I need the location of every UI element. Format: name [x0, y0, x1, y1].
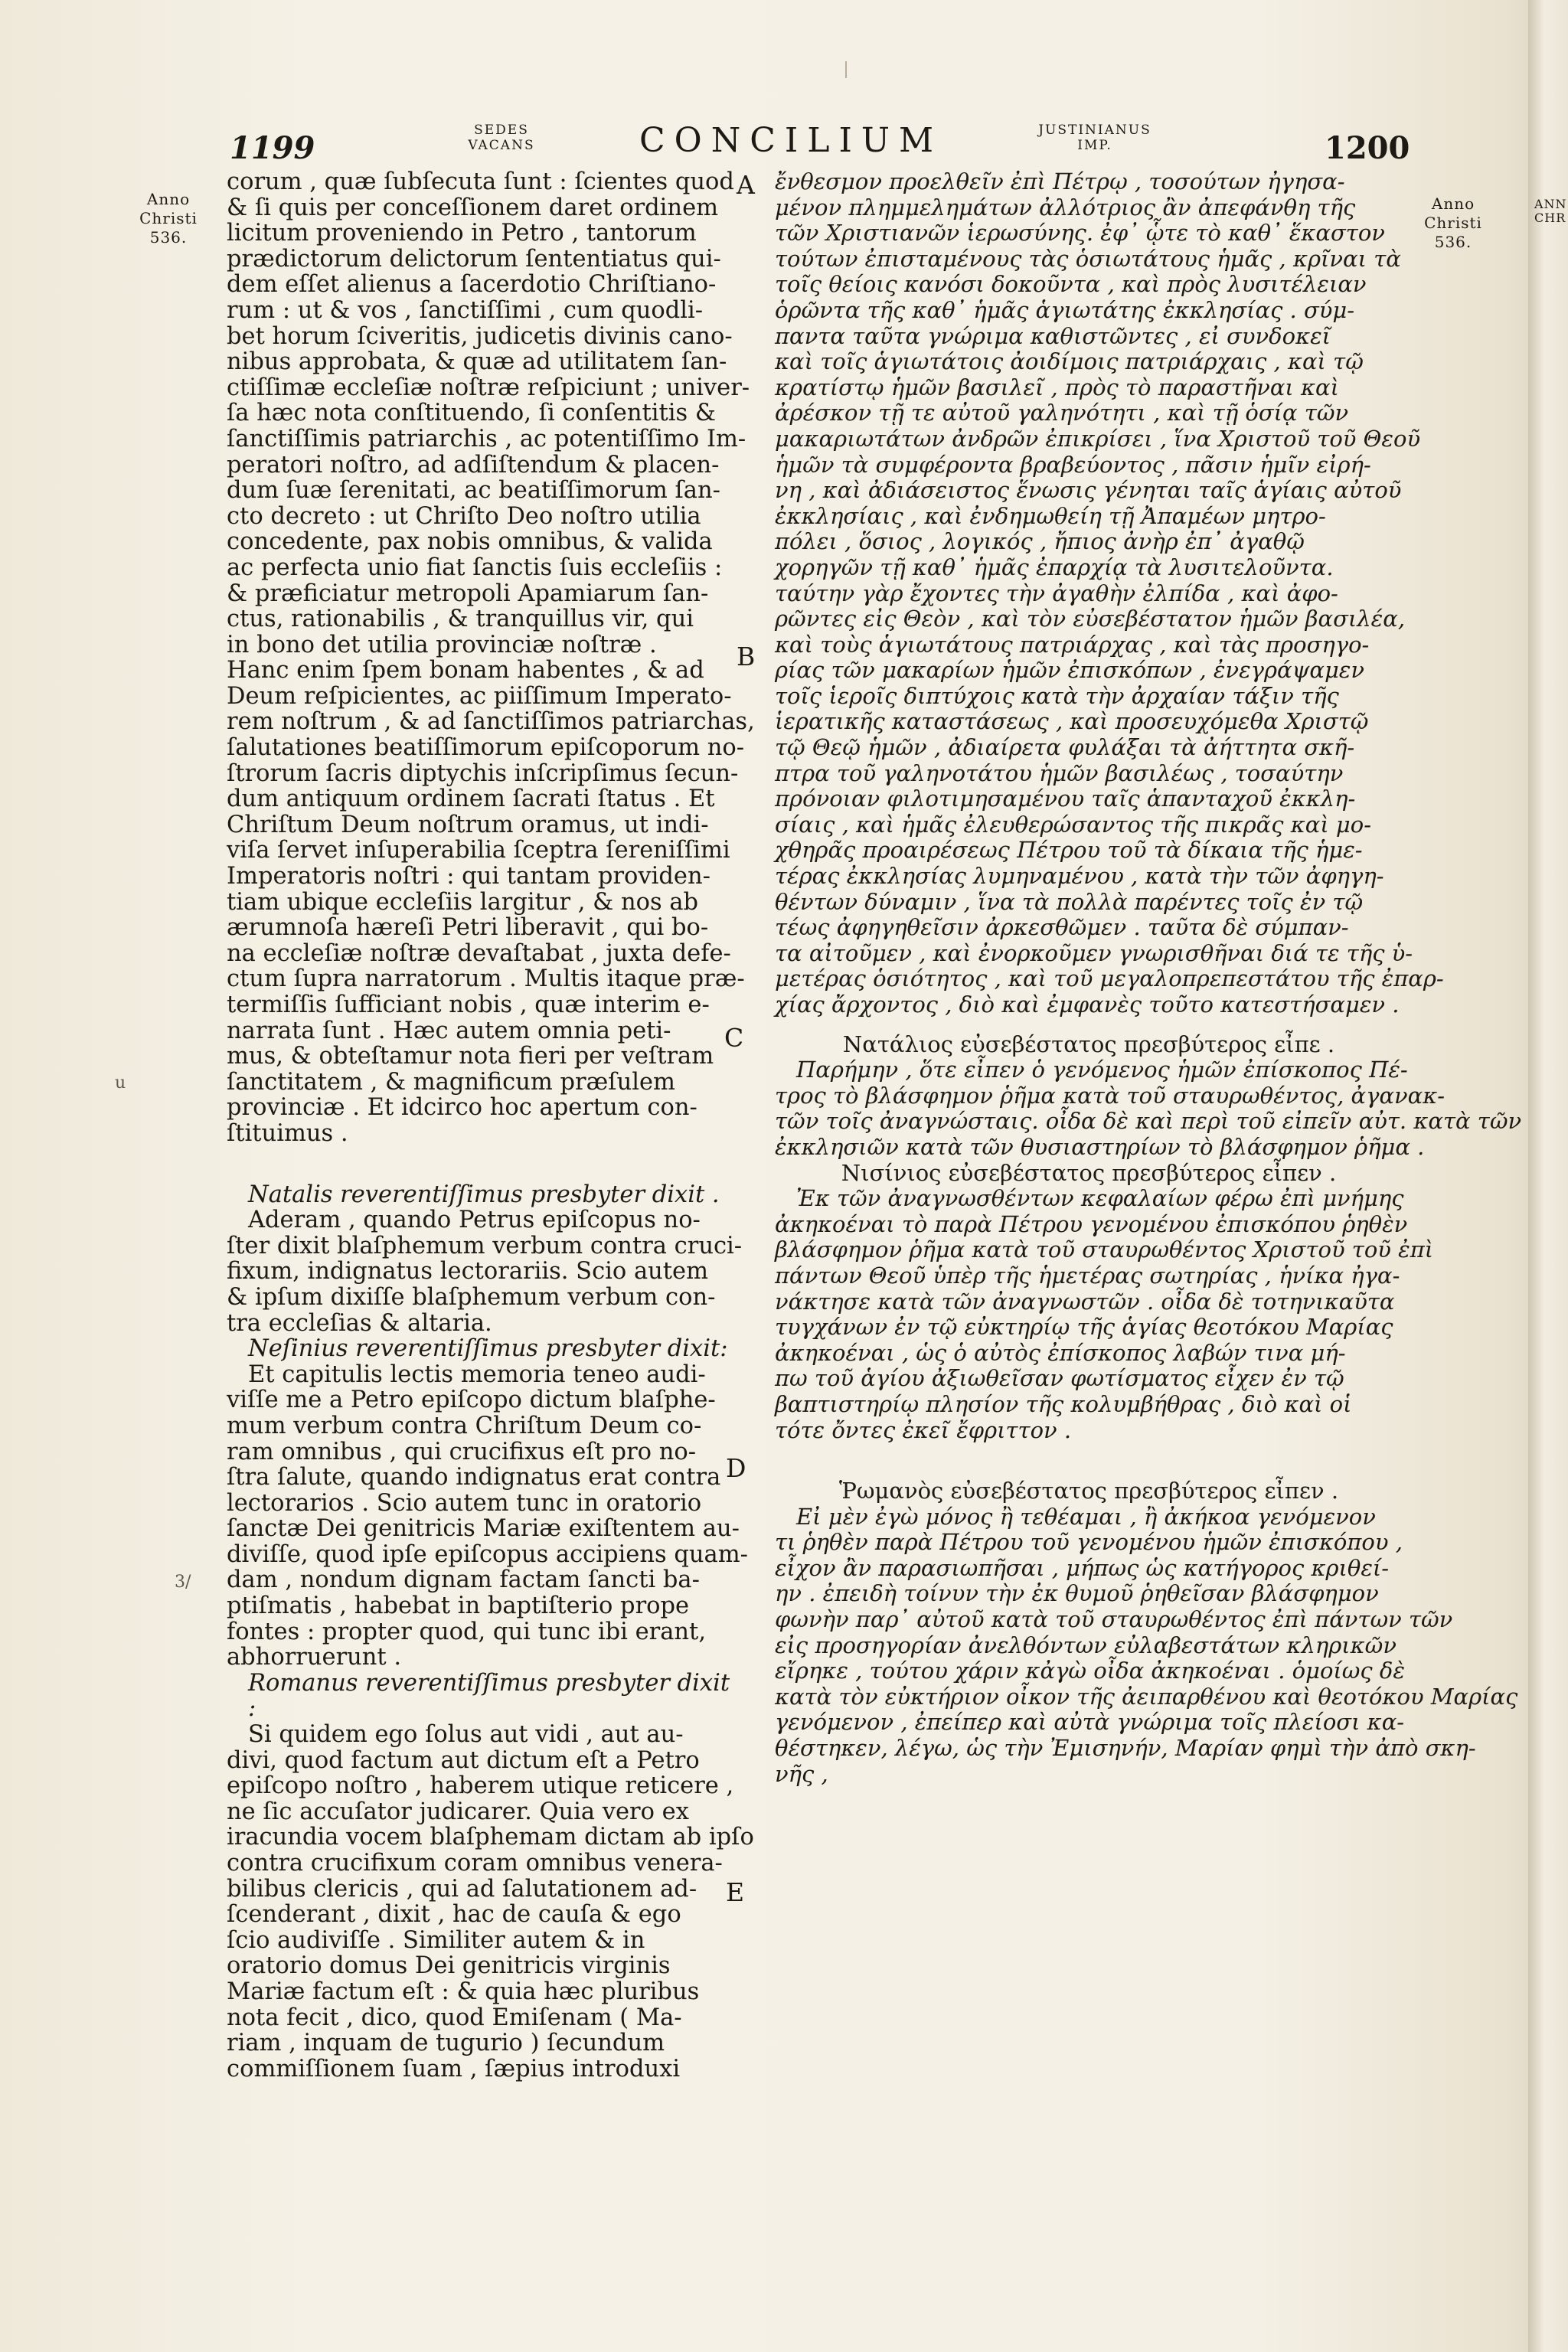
- text-line: ne ſic accuſator judicarer. Quia vero ex: [227, 1798, 689, 1825]
- text-line: ἐκκλησίαις , καὶ ἐνδημωθείη τῇ Ἀπαμέων μητρο-: [775, 502, 1326, 529]
- text-line: τῶν τοῖς ἀναγνώσταις. οἶδα δὲ καὶ περὶ τοῦ εἰπεῖν αὐτ. κατὰ τῶν: [775, 1108, 1522, 1135]
- text-line: ſanctitatem , & magnificum præſulem: [227, 1068, 675, 1096]
- text-line: Hanc enim ſpem bonam habentes , & ad: [227, 657, 704, 684]
- side-note-line: CHR: [1534, 211, 1566, 225]
- text-line: ac perfecta unio fiat ſanctis ſuis eccleſiis :: [227, 554, 723, 581]
- side-note-line: ANN: [1534, 197, 1567, 211]
- text-line: μακαριωτάτων ἀνδρῶν ἐπικρίσει , ἵνα Χριστοῦ τοῦ Θεοῦ: [775, 425, 1421, 452]
- text-line: dum antiquum ordinem ſacrati ſtatus . Et: [227, 786, 715, 813]
- text-line: bilibus clericis , qui ad ſalutationem ad-: [227, 1875, 697, 1903]
- side-note-line: Christi: [139, 209, 198, 227]
- text-line: νάκτησε κατὰ τῶν ἀναγνωστῶν . οἶδα δὲ τοτηνικαῦτα: [775, 1288, 1395, 1315]
- text-line: termiſſis ſufficiant nobis , quæ interim e-: [227, 991, 710, 1018]
- text-line: εἰς προσηγορίαν ἀνελθόντων εὐλαβεστάτων κληρικῶν: [775, 1632, 1396, 1658]
- text-line: narrata ſunt . Hæc autem omnia peti-: [227, 1017, 671, 1044]
- running-head-right-line1: JUSTINIANUS: [1038, 122, 1152, 138]
- text-line: εἴρηκε , τούτου χάριν κἀγὼ οἶδα ἀκηκοέναι . ὁμοίως δὲ: [775, 1658, 1405, 1684]
- text-line: Deum reſpicientes, ac piiſſimum Imperato-: [227, 682, 732, 710]
- text-line: χορηγῶν τῇ καθ᾽ ἡμᾶς ἐπαρχίᾳ τὰ λυσιτελοῦντα.: [775, 554, 1334, 580]
- side-note-anno-right: [1407, 194, 1499, 252]
- side-note-line: Anno: [1431, 194, 1475, 213]
- text-line: ἀκηκοέναι , ὡς ὁ αὐτὸς ἐπίσκοπος λαβών τινα μή-: [775, 1339, 1346, 1366]
- text-line: ptiſmatis , habebat in baptiſterio prope: [227, 1592, 690, 1620]
- text-line: tiam ubique eccleſiis largitur , & nos ab: [227, 888, 699, 916]
- text-line: Εἰ μὲν ἐγὼ μόνος ἢ τεθέαμαι , ἢ ἀκήκοα γενόμενον: [796, 1503, 1376, 1530]
- speaker-heading: Natalis reverentiſſimus presbyter dixit .: [248, 1181, 720, 1208]
- speaker-heading: Νατάλιος εὐσεβέστατος πρεσβύτερος εἶπε .: [842, 1031, 1335, 1057]
- text-line: ην . ἐπειδὴ τοίνυν τὴν ἐκ θυμοῦ ῥηθεῖσαν βλάσφημον: [775, 1580, 1379, 1607]
- text-line: ctiſſimæ eccleſiæ noſtræ reſpiciunt ; univer-: [227, 374, 750, 401]
- text-line: καὶ τοὺς ἁγιωτάτους πατριάρχας , καὶ τὰς προσηγο-: [775, 631, 1370, 658]
- text-line: & præficiatur metropoli Apamiarum ſan-: [227, 580, 709, 607]
- text-line: Et capitulis lectis memoria teneo audi-: [248, 1361, 706, 1388]
- text-line: abhorruerunt .: [227, 1644, 402, 1671]
- text-line: καὶ τοῖς ἁγιωτάτοις ἀοιδίμοις πατριάρχαις , καὶ τῷ: [775, 348, 1364, 375]
- text-line: ἱερατικῆς καταστάσεως , καὶ προσευχόμεθα Χριστῷ: [775, 708, 1369, 735]
- text-line: mum verbum contra Chriſtum Deum co-: [227, 1412, 702, 1439]
- page-number-left: 1199: [230, 130, 315, 166]
- text-line: φωνὴν παρ᾽ αὐτοῦ κατὰ τοῦ σταυρωθέντος ἐπὶ πάντων τῶν: [775, 1606, 1453, 1633]
- speaker-heading: Neſinius reverentiſſimus presbyter dixit:: [248, 1335, 728, 1363]
- text-line: Aderam , quando Petrus epiſcopus no-: [248, 1207, 701, 1234]
- text-line: mus, & obteſtamur nota fieri per veſtram: [227, 1043, 714, 1070]
- section-marker-b: B: [737, 642, 756, 671]
- text-line: τούτων ἐπισταμένους τὰς ὁσιωτάτους ἡμᾶς , κρῖναι τὰ: [775, 245, 1401, 272]
- text-line: ſcio audiviſſe . Similiter autem & in: [227, 1926, 645, 1954]
- text-line: κρατίστῳ ἡμῶν βασιλεῖ , πρὸς τὸ παραστῆναι καὶ: [775, 374, 1339, 400]
- text-line: ſanctæ Dei genitricis Mariæ exiſtentem au-: [227, 1515, 740, 1543]
- text-line: χίας ἄρχοντος , διὸ καὶ ἐμφανὲς τοῦτο κατεστήσαμεν .: [775, 991, 1400, 1018]
- side-note-anno-left: [122, 190, 214, 247]
- text-line: εἶχον ἂν παρασιωπῆσαι , μήπως ὡς κατήγορος κριθεί-: [775, 1554, 1390, 1581]
- greek-paragraph: [775, 1057, 1522, 1160]
- text-line: ſanctiſſimis patriarchis , ac potentiſſimo Im-: [227, 425, 746, 452]
- text-line: corum , quæ ſubſecuta ſunt : ſcientes quod: [227, 168, 734, 195]
- section-marker-e: E: [726, 1877, 745, 1907]
- text-line: in bono det utilia provinciæ noſtræ .: [227, 631, 657, 658]
- text-line: τῷ Θεῷ ἡμῶν , ἀδιαίρετα φυλάξαι τὰ ἀήττητα σκῆ-: [775, 734, 1355, 761]
- text-line: τοῖς ἱεροῖς διπτύχοις κατὰ τὴν ἀρχαίαν τάξιν τῆς: [775, 682, 1339, 709]
- text-line: concedente, pax nobis omnibus, & valida: [227, 528, 713, 556]
- text-line: bet horum ſciveritis, judicetis divinis cano-: [227, 322, 733, 350]
- text-line: ρῶντες εἰς Θεὸν , καὶ τὸν εὐσεβέστατον ἡμῶν βασιλέα,: [775, 606, 1406, 632]
- greek-paragraph: [775, 1503, 1518, 1788]
- text-line: iracundia vocem blaſphemam dictam ab ipſo: [227, 1824, 754, 1851]
- text-line: dam , nondum dignam factam ſancti ba-: [227, 1566, 700, 1594]
- text-line: dem eſſet alienus a ſacerdotio Chriſtiano-: [227, 271, 717, 299]
- speaker-heading: Νισίνιος εὐσεβέστατος πρεσβύτερος εἶπεν .: [841, 1159, 1337, 1186]
- text-line: τρος τὸ βλάσφημον ῥῆμα κατὰ τοῦ σταυρωθέντος, ἀγανακ-: [775, 1082, 1446, 1109]
- text-line: Imperatoris noſtri : qui tantam providen-: [227, 863, 710, 890]
- text-line: oratorio domus Dei genitricis virginis: [227, 1952, 671, 1980]
- side-note-line: 536.: [149, 228, 188, 247]
- text-line: τῶν Χριστιανῶν ἱερωσύνης. ἐφ᾽ ᾧτε τὸ καθ᾽ ἕκαστον: [775, 220, 1385, 247]
- text-line: viſſe me a Petro epiſcopo dictum blaſphe-: [227, 1387, 716, 1414]
- running-head-right-line2: IMP.: [1077, 138, 1112, 153]
- text-line: ſtituimus .: [227, 1119, 348, 1147]
- running-head-right: [1026, 122, 1164, 153]
- section-marker-d: D: [726, 1453, 746, 1483]
- text-line: θέντων δύναμιν , ἵνα τὰ πολλὰ παρέντες τοῖς ἐν τῷ: [775, 888, 1364, 915]
- text-line: σίαις , καὶ ἡμᾶς ἐλευθερώσαντος τῆς πικρᾶς καὶ μο-: [775, 811, 1372, 838]
- text-line: Mariæ factum eſt : & quia hæc pluribus: [227, 1978, 700, 2005]
- running-title: CONCILIUM: [639, 121, 943, 160]
- text-line: ctus, rationabilis , & tranquillus vir, qui: [227, 606, 694, 633]
- text-line: ærumnoſa hæreſi Petri liberavit , qui bo-: [227, 914, 709, 942]
- page-fold-mark: [845, 61, 847, 78]
- text-line: prædictorum delictorum ſententiatus qui-: [227, 245, 721, 273]
- text-line: viſa ſervet inſuperabilia ſceptra ſereniſſimi: [227, 837, 730, 864]
- text-line: tra eccleſias & altaria.: [227, 1309, 492, 1337]
- text-line: Si quidem ego ſolus aut vidi , aut au-: [248, 1721, 684, 1749]
- text-line: τι ῥηθὲν παρὰ Πέτρου τοῦ γενομένου ἡμῶν ἐπισκόπου ,: [775, 1529, 1403, 1556]
- adjacent-page-side-note: [1534, 198, 1565, 225]
- text-line: μένον πλημμελημάτων ἀλλότριος ἂν ἀπεφάνθη τῆς: [775, 194, 1356, 220]
- text-line: ὁρῶντα τῆς καθ᾽ ἡμᾶς ἁγιωτάτης ἐκκλησίας . σύμ-: [775, 296, 1355, 323]
- text-line: θέστηκεν, λέγω, ὡς τὴν Ἐμισηνήν, Μαρίαν φημὶ τὴν ἀπὸ σκη-: [775, 1735, 1476, 1762]
- greek-paragraph: [775, 1185, 1434, 1443]
- margin-mark: 3/: [175, 1573, 191, 1592]
- side-note-line: Christi: [1424, 214, 1482, 232]
- side-note-line: Anno: [146, 190, 191, 208]
- text-line: ἡμῶν τὰ συμφέροντα βραβεύοντος , πᾶσιν ἡμῖν εἰρή-: [775, 451, 1371, 478]
- latin-paragraph: [227, 1721, 754, 2082]
- latin-paragraph: [227, 1361, 748, 1671]
- text-line: βλάσφημον ῥῆμα κατὰ τοῦ σταυρωθέντος Χριστοῦ τοῦ ἐπὶ: [775, 1236, 1434, 1263]
- text-line: ſtrorum ſacris diptychis inſcripſimus ſecun-: [227, 760, 739, 787]
- running-head-left-line2: VACANS: [468, 138, 535, 153]
- text-line: & ipſum dixiſſe blaſphemum verbum con-: [227, 1283, 716, 1311]
- text-line: μετέρας ὁσιότητος , καὶ τοῦ μεγαλοπρεπεστάτου τῆς ἐπαρ-: [775, 965, 1444, 992]
- text-line: νῆς ,: [775, 1760, 828, 1787]
- text-line: Ἐκ τῶν ἀναγνωσθέντων κεφαλαίων φέρω ἐπὶ μνήμης: [796, 1185, 1404, 1212]
- text-line: rum : ut & vos , ſanctiſſimi , cum quodli-: [227, 296, 704, 324]
- text-line: τα αἰτοῦμεν , καὶ ἐνορκοῦμεν γνωρισθῆναι διά τε τῆς ὑ-: [775, 939, 1413, 966]
- text-line: divi, quod factum aut dictum eſt a Petro: [227, 1746, 700, 1774]
- side-note-line: 536.: [1434, 233, 1472, 251]
- text-line: νη , καὶ ἀδιάσειστος ἕνωσις γένηται ταῖς ἁγίαις αὐτοῦ: [775, 477, 1402, 504]
- section-marker-a: A: [737, 170, 755, 200]
- latin-column: [227, 168, 755, 2082]
- text-line: dum ſuæ ſerenitati, ac beatiſſimorum ſan-: [227, 477, 720, 505]
- text-line: diviſſe, quod ipſe epiſcopus accipiens quam-: [227, 1540, 748, 1568]
- text-line: ἀρέσκον τῇ τε αὐτοῦ γαληνότητι , καὶ τῇ ὁσίᾳ τῶν: [775, 400, 1349, 426]
- text-line: nibus approbata, & quæ ad utilitatem ſan-: [227, 348, 727, 376]
- text-line: τέρας ἐκκλησίας λυμηναμένου , κατὰ τὴν τῶν ἀφηγη-: [775, 863, 1384, 890]
- running-head-left: [452, 122, 551, 153]
- text-line: τότε ὄντες ἐκεῖ ἔφριττον .: [775, 1416, 1072, 1443]
- speaker-heading: Ῥωμανὸς εὐσεβέστατος πρεσβύτερος εἶπεν .: [838, 1478, 1339, 1504]
- text-line: cto decreto : ut Chriſto Deo noſtro utilia: [227, 502, 701, 530]
- text-line: παντα ταῦτα γνώριμα καθιστῶντες , εἰ συνδοκεῖ: [775, 322, 1331, 349]
- text-line: fixum, indignatus lectorariis. Scio autem: [227, 1258, 709, 1285]
- text-line: provinciæ . Et idcirco hoc apertum con-: [227, 1094, 697, 1122]
- text-line: ctum ſupra narratorum . Multis itaque præ-: [227, 965, 745, 993]
- text-line: na eccleſiæ noſtræ devaſtabat , juxta defe-: [227, 939, 731, 967]
- text-line: contra crucifixum coram omnibus venera-: [227, 1850, 723, 1877]
- text-line: πάντων Θεοῦ ὑπὲρ τῆς ἡμετέρας σωτηρίας , ἡνίκα ἠγα-: [775, 1262, 1400, 1289]
- latin-paragraph: [227, 1207, 743, 1337]
- text-line: ſa hæc nota conſtituendo, ſi conſentitis &: [227, 400, 716, 427]
- text-line: ſter dixit blaſphemum verbum contra cruci-: [227, 1232, 743, 1259]
- text-line: πτρα τοῦ γαληνοτάτου ἡμῶν βασιλέως , τοσαύτην: [775, 760, 1344, 786]
- text-line: fontes : propter quod, qui tunc ibi erant,: [227, 1618, 707, 1645]
- text-line: τυγχάνων ἐν τῷ εὐκτηρίῳ τῆς ἁγίας θεοτόκου Μαρίας: [775, 1314, 1393, 1341]
- text-line: ſalutationes beatiſſimorum epiſcoporum no-: [227, 734, 745, 762]
- text-line: κατὰ τὸν εὐκτήριον οἶκον τῆς ἀειπαρθένου καὶ θεοτόκου Μαρίας: [775, 1683, 1518, 1710]
- text-line: πρόνοιαν φιλοτιμησαμένου ταῖς ἁπανταχοῦ ἐκκλη-: [775, 786, 1356, 812]
- text-line: ταύτην γὰρ ἔχοντες τὴν ἀγαθὴν ἐλπίδα , καὶ ἀφο-: [775, 580, 1338, 606]
- speaker-heading: Romanus reverentiſſimus presbyter dixit :: [248, 1669, 730, 1723]
- running-head-left-line1: SEDES: [474, 122, 529, 138]
- text-line: nota fecit , dico, quod Emiſenam ( Ma-: [227, 2004, 682, 2031]
- section-marker-c: C: [724, 1023, 744, 1053]
- text-line: βαπτιστηρίῳ πλησίον τῆς κολυμβήθρας , διὸ καὶ οἱ: [775, 1390, 1352, 1417]
- text-line: lectorarios . Scio autem tunc in oratorio: [227, 1489, 702, 1517]
- text-line: τέως ἀφηγηθεῖσιν ἀρκεσθῶμεν . ταῦτα δὲ σύμπαν-: [775, 914, 1349, 941]
- page-number-right: 1200: [1325, 130, 1410, 166]
- text-line: rem noſtrum , & ad ſanctiſſimos patriarchas,: [227, 708, 755, 736]
- text-line: Παρήμην , ὅτε εἶπεν ὁ γενόμενος ἡμῶν ἐπίσκοπος Πέ-: [796, 1057, 1408, 1083]
- greek-paragraph: [775, 168, 1444, 1018]
- text-line: riam , inquam de tugurio ) ſecundum: [227, 2030, 665, 2057]
- text-line: Chriſtum Deum noſtrum oramus, ut indi-: [227, 811, 709, 838]
- text-line: epiſcopo noſtro , haberem utique reticere ,: [227, 1772, 734, 1800]
- text-line: τοῖς θείοις κανόσι δοκοῦντα , καὶ πρὸς λυσιτέλειαν: [775, 271, 1367, 298]
- text-line: ſcenderant , dixit , hac de cauſa & ego: [227, 1901, 681, 1929]
- text-line: licitum proveniendo in Petro , tantorum: [227, 220, 697, 247]
- text-line: πω τοῦ ἁγίου ἀξιωθεῖσαν φωτίσματος εἶχεν ἐν τῷ: [775, 1365, 1344, 1392]
- text-line: commiſſionem ſuam , ſæpius introduxi: [227, 2055, 681, 2082]
- text-line: γενόμενον , ἐπείπερ καὶ αὐτὰ γνώριμα τοῖς πλείοσι κα-: [775, 1709, 1405, 1736]
- text-line: peratori noſtro, ad adſiſtendum & placen-: [227, 451, 720, 479]
- text-line: ἀκηκοέναι τὸ παρὰ Πέτρου γενομένου ἐπισκόπου ῥηθὲν: [775, 1210, 1408, 1237]
- margin-mark: u: [115, 1073, 126, 1093]
- text-line: χθηρᾶς προαιρέσεως Πέτρου τοῦ τὰ δίκαια τῆς ἡμε-: [775, 837, 1363, 864]
- adjacent-page-edge: [1528, 0, 1568, 2352]
- text-line: πόλει , ὅσιος , λογικός , ἤπιος ἀνὴρ ἐπ᾽ ἀγαθῷ: [775, 528, 1305, 555]
- text-line: ἐκκλησιῶν κατὰ τῶν θυσιαστηρίων τὸ βλάσφημον ῥῆμα .: [775, 1133, 1425, 1160]
- text-line: ρίας τῶν μακαρίων ἡμῶν ἐπισκόπων , ἐνεγράψαμεν: [775, 657, 1365, 684]
- text-line: ram omnibus , qui crucifixus eſt pro no-: [227, 1438, 697, 1465]
- text-line: & ſi quis per conceſſionem daret ordinem: [227, 194, 719, 221]
- text-line: ἔνθεσμον προελθεῖν ἐπὶ Πέτρῳ , τοσούτων ἠγησα-: [775, 168, 1345, 194]
- text-line: ſtra ſalute, quando indignatus erat contra: [227, 1464, 721, 1491]
- latin-paragraph: [227, 168, 755, 1147]
